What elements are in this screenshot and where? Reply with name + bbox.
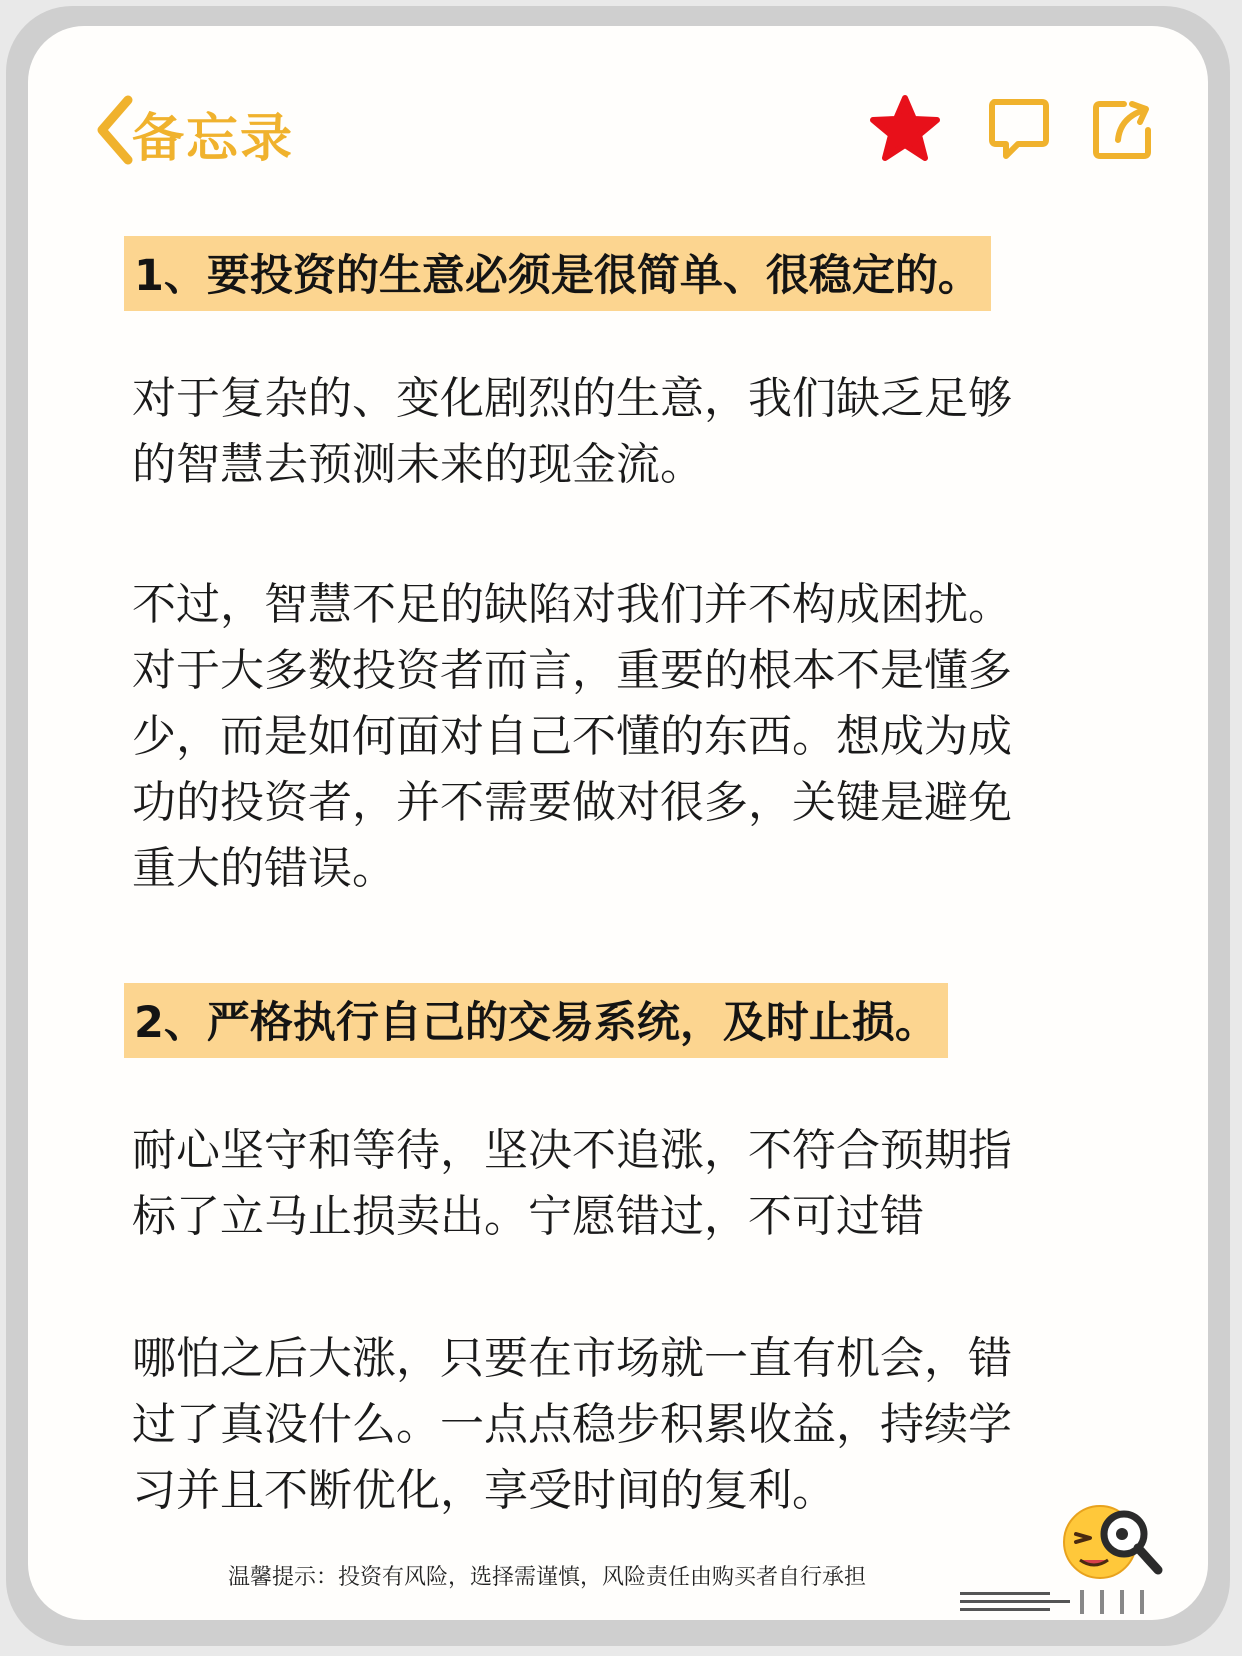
share-icon[interactable]	[1088, 94, 1158, 164]
paragraph-2: 不过，智慧不足的缺陷对我们并不构成困扰。 对于大多数投资者而言，重要的根本不是懂多 少，而是如何面对自己不懂的东西。想成为成 功的投资者，并不需要做对很多，关键是避免 重大的错误。	[132, 579, 1012, 894]
section-heading-2: 2、严格执行自己的交易系统，及时止损。	[124, 983, 948, 1058]
star-icon[interactable]	[870, 94, 940, 164]
comment-icon[interactable]	[984, 94, 1054, 164]
section-heading-1: 1、要投资的生意必须是很简单、很稳定的。	[124, 236, 991, 311]
paragraph-3: 耐心坚守和等待，坚决不追涨，不符合预期指 标了立马止损卖出。宁愿错过，不可过错	[132, 1125, 1012, 1242]
emoji-magnifier-icon	[1060, 1490, 1170, 1590]
paragraph-4: 哪怕之后大涨，只要在市场就一直有机会，错 过了真没什么。一点点稳步积累收益，持续学 习并且不断优化，享受时间的复利。	[132, 1333, 1012, 1516]
risk-disclaimer: 温馨提示：投资有风险，选择需谨慎，风险责任由购买者自行承担	[228, 1565, 867, 1590]
back-title[interactable]: 备忘录	[132, 109, 295, 169]
note-card	[28, 26, 1208, 1620]
paragraph-1: 对于复杂的、变化剧烈的生意，我们缺乏足够 的智慧去预测未来的现金流。	[132, 373, 1012, 490]
decorative-stripes	[960, 1588, 1160, 1618]
